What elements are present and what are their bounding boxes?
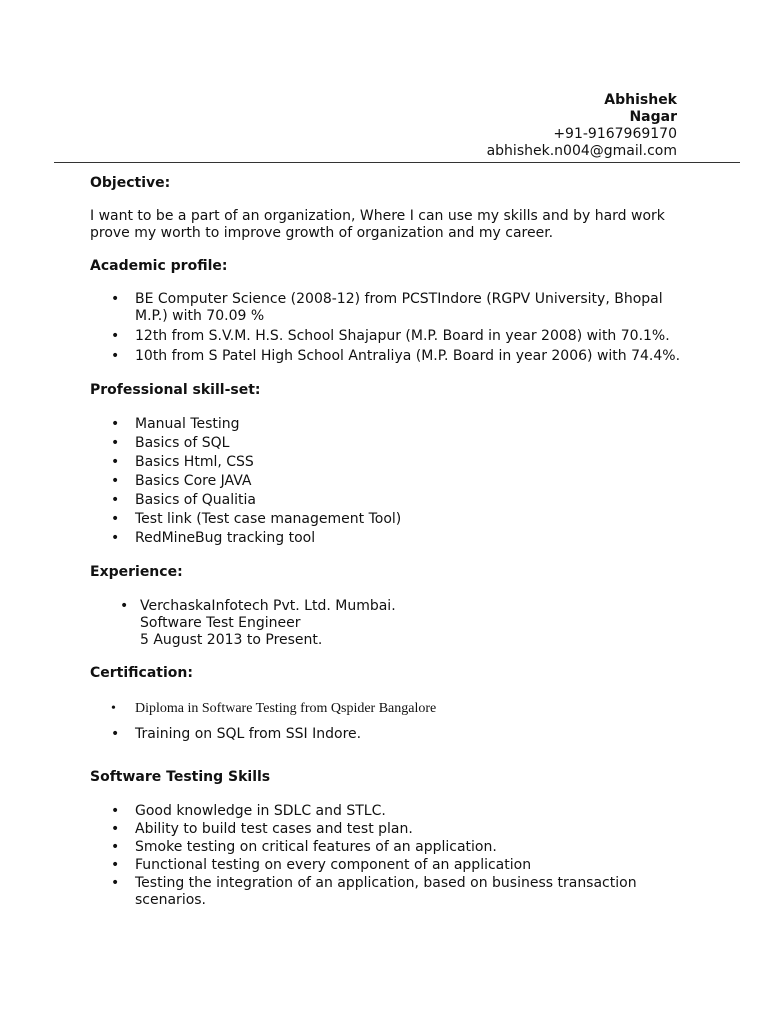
list-item: • Manual Testing bbox=[135, 416, 690, 433]
email-address: abhishek.n004@gmail.com bbox=[486, 143, 677, 159]
list-item: • Basics of SQL bbox=[135, 435, 690, 452]
list-item: • 12th from S.V.M. H.S. School Shajapur (M.P. Board in year 2008) with 70.1%. bbox=[135, 328, 690, 345]
list-item: • BE Computer Science (2008-12) from PCSTIndore (RGPV University, Bhopal M.P.) with 70.09 % bbox=[135, 291, 690, 325]
list-item: • Smoke testing on critical features of an application. bbox=[135, 839, 690, 856]
skills-list bbox=[90, 416, 690, 547]
certification-heading: Certification: bbox=[90, 665, 193, 681]
phone-number: +91-9167969170 bbox=[553, 126, 677, 142]
academic-list bbox=[90, 291, 690, 365]
contact-header bbox=[487, 92, 677, 160]
first-name: Abhishek bbox=[604, 92, 677, 108]
list-item: • Basics Html, CSS bbox=[135, 454, 690, 471]
list-item: • Test link (Test case management Tool) bbox=[135, 511, 690, 528]
certification-list bbox=[90, 700, 690, 743]
list-item: • Training on SQL from SSI Indore. bbox=[135, 726, 690, 743]
list-item: • Good knowledge in SDLC and STLC. bbox=[135, 803, 690, 820]
list-item: • RedMineBug tracking tool bbox=[135, 530, 690, 547]
job-period: 5 August 2013 to Present. bbox=[140, 632, 323, 648]
testing-skills-list bbox=[90, 803, 690, 909]
list-item: • Basics Core JAVA bbox=[135, 473, 690, 490]
list-item: • 10th from S Patel High School Antraliya (M.P. Board in year 2006) with 74.4%. bbox=[135, 348, 690, 365]
testing-skills-heading: Software Testing Skills bbox=[90, 769, 271, 785]
objective-heading: Objective: bbox=[90, 175, 171, 191]
list-item: • Ability to build test cases and test plan. bbox=[135, 821, 690, 838]
list-item: • Functional testing on every component of an application bbox=[135, 857, 690, 874]
list-item: • Basics of Qualitia bbox=[135, 492, 690, 509]
list-item: • Testing the integration of an application, based on business transaction scenarios. bbox=[135, 875, 690, 909]
job-role: Software Test Engineer bbox=[140, 615, 301, 631]
header-divider bbox=[54, 162, 740, 163]
academic-heading: Academic profile: bbox=[90, 258, 228, 274]
objective-text: I want to be a part of an organization, Where I can use my skills and by hard work prove my worth to improve growth of organization and my career. bbox=[90, 208, 665, 241]
resume-body bbox=[90, 175, 690, 909]
last-name: Nagar bbox=[629, 109, 677, 125]
skills-heading: Professional skill-set: bbox=[90, 382, 261, 398]
list-item: • Diploma in Software Testing from Qspider Bangalore bbox=[135, 700, 690, 717]
experience-heading: Experience: bbox=[90, 564, 183, 580]
list-item bbox=[140, 598, 690, 649]
company-name: • VerchaskaInfotech Pvt. Ltd. Mumbai. bbox=[140, 598, 396, 614]
experience-list bbox=[90, 598, 690, 649]
